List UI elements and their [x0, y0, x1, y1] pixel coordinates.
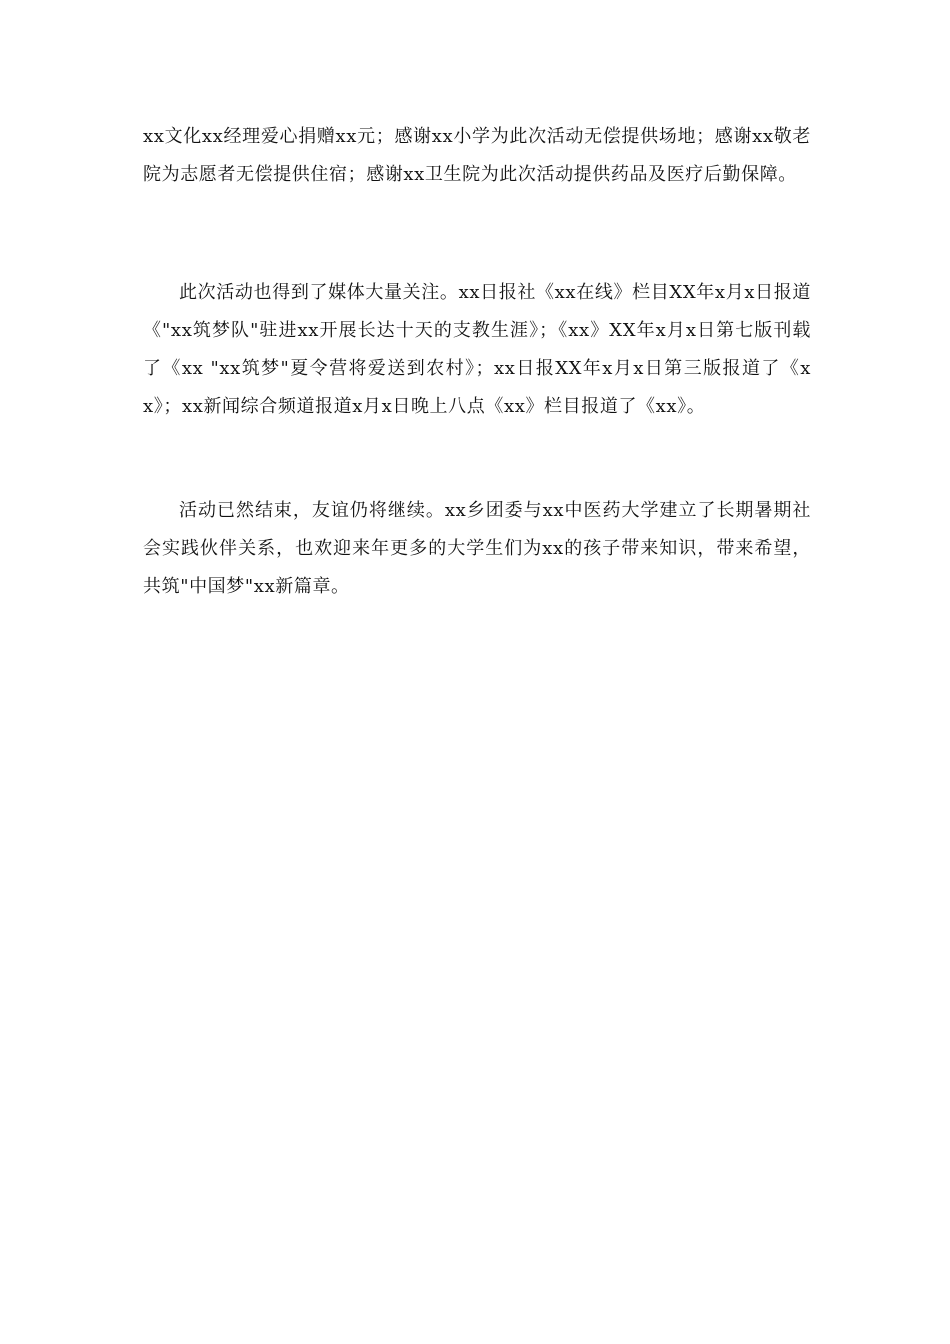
- paragraph-acknowledgements: xx文化xx经理爱心捐赠xx元；感谢xx小学为此次活动无偿提供场地；感谢xx敬老院为志愿者无偿提供住宿；感谢xx卫生院为此次活动提供药品及医疗后勤保障。: [143, 126, 811, 185]
- paragraph-spacer: [143, 194, 811, 274]
- paragraph-spacer: [143, 426, 811, 492]
- paragraph-conclusion: 活动已然结束，友谊仍将继续。xx乡团委与xx中医药大学建立了长期暑期社会实践伙伴关系，也欢迎来年更多的大学生们为xx的孩子带来知识，带来希望，共筑"中国梦"xx新篇章。: [143, 500, 811, 597]
- paragraph-media-coverage: 此次活动也得到了媒体大量关注。xx日报社《xx在线》栏目XX年x月x日报道《"xx筑梦队"驻进xx开展长达十天的支教生涯》；《xx》XX年x月x日第七版刊载了《xx "xx筑梦"夏令营将爱送到农村》；xx日报XX年x月x日第三版报道了《xx》；xx新闻综合频道报道x月x日晚上八点《xx》栏目报道了《xx》。: [143, 282, 811, 417]
- document-body: [143, 118, 811, 606]
